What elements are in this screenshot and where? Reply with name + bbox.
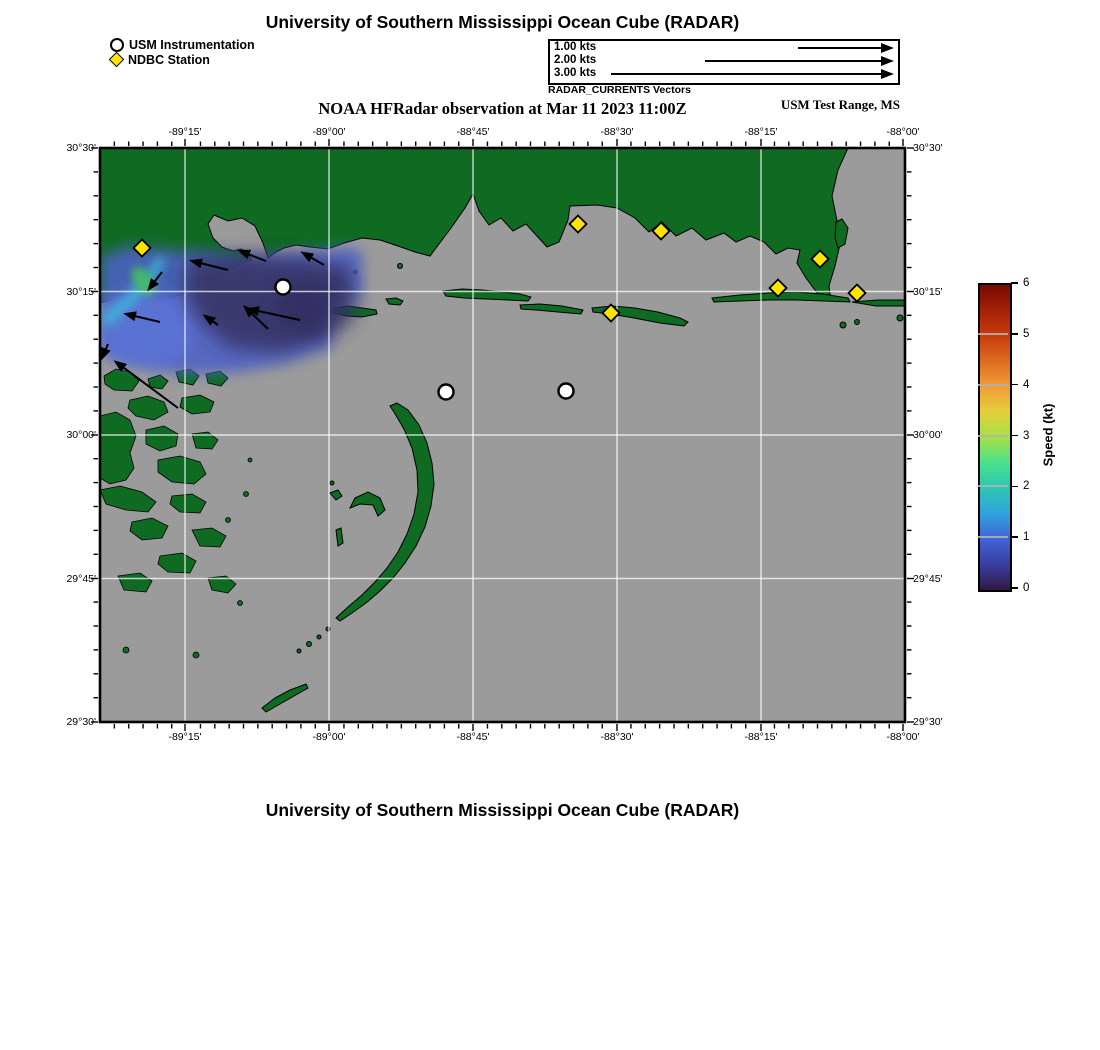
colorbar-gradient	[980, 285, 1010, 590]
islet	[317, 635, 321, 639]
colorbar-tick-label: 1	[1023, 531, 1030, 544]
usm-instrumentation-marker	[439, 385, 454, 400]
vector-scale-label-3: 3.00 kts	[554, 67, 597, 79]
y-tick-label: 29°45'	[913, 572, 943, 585]
arrowhead-icon	[881, 69, 894, 79]
colorbar-tick-label: 3	[1023, 429, 1030, 442]
colorbar-tick-label: 5	[1023, 327, 1030, 340]
y-tick-label: 30°00'	[66, 429, 96, 441]
colorbar-title: Speed (kt)	[1040, 403, 1056, 467]
x-tick-label: -88°15'	[744, 731, 778, 743]
y-tick-label: 30°30'	[913, 142, 943, 154]
vector-scale-arrow-3	[611, 73, 886, 75]
station-legend	[110, 37, 255, 67]
colorbar-divider	[978, 435, 1008, 437]
y-tick-label: 30°15'	[66, 285, 96, 298]
legend-ndbc-label: NDBC Station	[128, 52, 210, 67]
colorbar-tick	[1011, 435, 1018, 437]
islet	[307, 642, 312, 647]
vector-scale-row-2	[550, 54, 898, 67]
colorbar-tick	[1011, 333, 1018, 335]
usm-instrumentation-marker	[559, 384, 574, 399]
map-svg	[90, 138, 915, 732]
x-tick-label: -88°30'	[600, 126, 634, 138]
x-tick-label: -88°45'	[456, 731, 490, 743]
colorbar-divider	[978, 333, 1008, 335]
legend-item-ndbc	[110, 52, 255, 67]
y-tick-label: 29°30'	[66, 716, 96, 728]
vector-scale-caption: RADAR_CURRENTS Vectors	[548, 84, 691, 96]
colorbar-tick	[1011, 384, 1018, 386]
colorbar-tick-label: 0	[1023, 582, 1030, 594]
colorbar-divider	[978, 485, 1008, 487]
y-tick-label: 30°30'	[66, 142, 96, 154]
usm-instrumentation-marker	[276, 280, 291, 295]
colorbar-divider	[978, 536, 1008, 538]
islet	[855, 320, 860, 325]
vector-scale-arrow-2	[705, 60, 886, 62]
islet	[840, 322, 846, 328]
colorbar-tick-label: 2	[1023, 480, 1030, 493]
colorbar-tick	[1011, 282, 1018, 284]
map-subtitle: NOAA HFRadar observation at Mar 11 2023 11:00Z	[318, 99, 687, 118]
x-tick-label: -88°00'	[886, 126, 920, 138]
map-area	[100, 148, 905, 722]
vector-scale-box	[548, 39, 900, 85]
x-tick-label: -88°15'	[744, 126, 778, 138]
colorbar-tick-label: 4	[1023, 378, 1030, 391]
x-tick-label: -88°45'	[456, 126, 490, 138]
region-label: USM Test Range, MS	[780, 97, 900, 112]
legend-item-usm	[110, 37, 255, 52]
footer-title: University of Southern Mississippi Ocean Cube (RADAR)	[265, 800, 740, 820]
arrowhead-icon	[881, 43, 894, 53]
islet	[330, 481, 334, 485]
colorbar-tick	[1011, 536, 1018, 538]
vector-scale-row-1	[550, 41, 898, 54]
y-tick-label: 29°45'	[66, 572, 96, 585]
page-title: University of Southern Mississippi Ocean Cube (RADAR)	[265, 12, 740, 32]
x-tick-label: -89°15'	[168, 126, 202, 138]
colorbar-divider	[978, 384, 1008, 386]
arrowhead-icon	[881, 56, 894, 66]
vector-scale-label-2: 2.00 kts	[554, 54, 597, 66]
colorbar	[978, 283, 1012, 592]
usm-circle-icon	[110, 38, 124, 52]
y-tick-label: 29°30'	[913, 716, 943, 728]
islet	[297, 649, 301, 653]
vector-scale-label-1: 1.00 kts	[554, 41, 597, 53]
ndbc-diamond-icon	[109, 52, 125, 68]
x-tick-label: -88°30'	[600, 731, 634, 743]
x-tick-label: -89°15'	[168, 731, 202, 743]
legend-usm-label: USM Instrumentation	[129, 37, 255, 52]
y-tick-label: 30°00'	[913, 429, 943, 441]
x-tick-label: -89°00'	[312, 126, 346, 138]
vector-scale-row-3	[550, 67, 898, 80]
colorbar-tick	[1011, 587, 1018, 589]
y-tick-label: 30°15'	[913, 285, 943, 298]
islet	[897, 315, 903, 321]
colorbar-tick-label: 6	[1023, 277, 1030, 289]
x-tick-label: -89°00'	[312, 731, 346, 743]
colorbar-tick	[1011, 486, 1018, 488]
islet	[398, 264, 403, 269]
x-tick-label: -88°00'	[886, 731, 920, 743]
vector-scale-arrow-1	[798, 47, 886, 49]
